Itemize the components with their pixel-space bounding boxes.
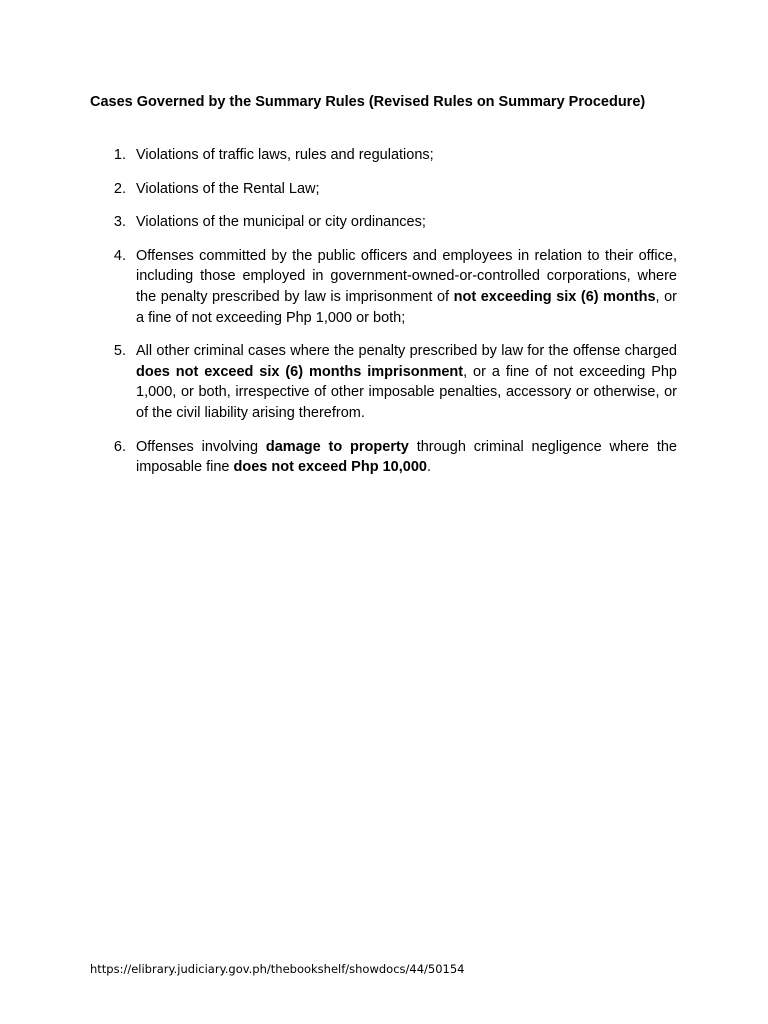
bold-text-segment: damage to property: [265, 438, 409, 455]
list-item: [0, 212, 768, 233]
text-segment: Violations of the Rental Law;: [136, 180, 320, 197]
list-item-text: [136, 246, 677, 328]
list-item-text: [136, 179, 677, 200]
list-item-number: 2.: [113, 180, 126, 197]
case-list: [0, 145, 768, 491]
list-item: [0, 437, 768, 478]
text-segment: , or a fine of not exceeding Php 1,000, or both, irrespective of other imposable penalties, accessory or otherwise, or of the civil liability arising therefrom.: [136, 363, 677, 421]
text-segment: through criminal negligence where the imposable fine: [136, 438, 677, 476]
list-item-number: 5.: [113, 343, 126, 360]
bold-text-segment: does not exceed Php 10,000: [233, 459, 427, 476]
list-item-number: 4.: [113, 247, 126, 264]
list-item: [0, 145, 768, 166]
list-item-number: 3.: [113, 214, 126, 231]
text-segment: Violations of the municipal or city ordinances;: [136, 214, 426, 231]
list-item: [0, 246, 768, 328]
text-segment: .: [426, 459, 431, 476]
text-segment: , or a fine of not exceeding Php 1,000 or both;: [136, 288, 677, 326]
source-url-text: https://elibrary.judiciary.gov.ph/thebookshelf/showdocs/44/50154: [90, 962, 465, 976]
bold-text-segment: not exceeding six (6) months: [453, 288, 656, 305]
list-item-text: [136, 341, 677, 423]
list-item: [0, 341, 768, 423]
list-item-text: [136, 145, 677, 166]
text-segment: All other criminal cases where the penalty prescribed by law for the offense charged: [136, 343, 677, 360]
list-item-number: 6.: [113, 438, 126, 455]
list-item: [0, 179, 768, 200]
list-item-number: 1.: [113, 147, 126, 163]
page-title: Cases Governed by the Summary Rules (Revised Rules on Summary Procedure): [90, 94, 646, 110]
text-segment: Violations of traffic laws, rules and regulations;: [136, 147, 434, 163]
list-item-text: [136, 212, 677, 233]
list-item-text: [136, 437, 677, 478]
bold-text-segment: does not exceed six (6) months imprisonment: [136, 363, 464, 380]
text-segment: Offenses committed by the public officers and employees in relation to their office, including those employed in government-owned-or-controlled corporations, where the penalty prescribed by law is imprisonment of: [136, 247, 677, 305]
text-segment: Offenses involving: [136, 438, 266, 455]
